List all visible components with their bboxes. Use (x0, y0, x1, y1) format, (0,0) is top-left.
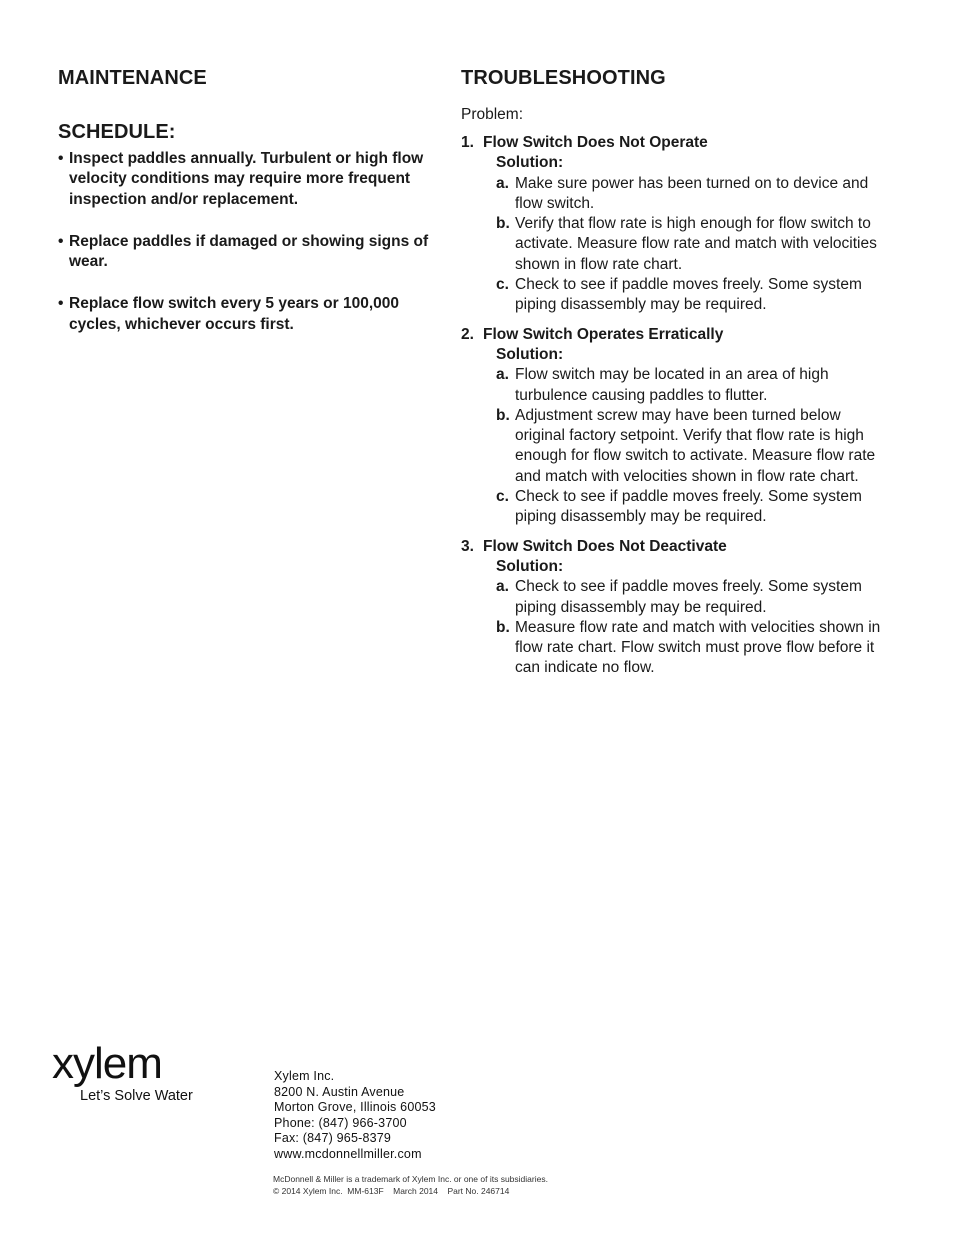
troubleshooting-section (461, 66, 901, 679)
solution-text: Check to see if paddle moves freely. Some system piping disassembly may be required. (515, 276, 862, 314)
street-address: 8200 N. Austin Avenue (274, 1084, 405, 1099)
maintenance-title: MAINTENANCE (58, 67, 207, 89)
problem-title-text: Flow Switch Operates Erratically (483, 325, 724, 343)
problem-title-text: Flow Switch Does Not Deactivate (483, 537, 727, 555)
solution-text: Flow switch may be located in an area of high turbulence causing paddles to flutter. (515, 366, 829, 404)
bullet-marker: • (58, 232, 64, 250)
city-state-zip: Morton Grove, Illinois 60053 (274, 1100, 436, 1115)
problem-item (461, 133, 901, 316)
website-link[interactable]: www.mcdonnellmiller.com (274, 1146, 422, 1161)
problem-item (461, 537, 901, 679)
schedule-item-text: Inspect paddles annually. Turbulent or high flow velocity conditions may require more frequent inspection and/or replacement. (69, 150, 424, 208)
logo-tagline: Let’s Solve Water (80, 1088, 193, 1104)
bullet-marker: • (58, 150, 64, 167)
solution-label: Solution: (496, 154, 564, 172)
solution-letter: b. (496, 406, 510, 424)
solution-letter: c. (496, 488, 509, 506)
problem-title (461, 325, 901, 345)
problem-title (461, 537, 901, 557)
schedule-item-text: Replace paddles if damaged or showing signs of wear. (69, 232, 429, 271)
xylem-logo (52, 1040, 252, 1110)
phone-number: Phone: (847) 966-3700 (274, 1115, 407, 1130)
solution-letter: c. (496, 276, 509, 294)
fine-print (273, 1173, 548, 1197)
problem-label: Problem: (461, 106, 524, 123)
problem-title (461, 133, 901, 153)
solution-letter: b. (496, 215, 510, 233)
bullet-marker: • (58, 295, 64, 313)
schedule-title: SCHEDULE: (58, 121, 176, 143)
schedule-item (58, 294, 443, 335)
problem-number: 3. (461, 537, 474, 555)
trademark-notice: McDonnell & Miller is a trademark of Xylem Inc. or one of its subsidiaries. (273, 1174, 548, 1184)
logo-wordmark: xylem (52, 1039, 162, 1088)
solution-item (461, 365, 901, 406)
problem-number: 1. (461, 134, 474, 151)
company-name: Xylem Inc. (274, 1069, 335, 1083)
solution-text: Measure flow rate and match with velocities shown in flow rate chart. Flow switch must prove flow before it can indicate no flow. (515, 618, 881, 677)
solution-text: Adjustment screw may have been turned below original factory setpoint. Verify that flow rate is high enough for flow switch to activate. Measure flow rate and match with velocities shown in flow rate chart. (515, 406, 876, 485)
solution-item (461, 577, 901, 618)
solution-text: Make sure power has been turned on to device and flow switch. (515, 174, 869, 212)
schedule-item (58, 149, 443, 210)
maintenance-section (58, 66, 443, 357)
problem-number: 2. (461, 325, 474, 343)
solution-text: Check to see if paddle moves freely. Some system piping disassembly may be required. (515, 488, 862, 526)
company-address (274, 1069, 436, 1163)
solution-item (461, 275, 901, 316)
problem-item (461, 325, 901, 528)
solution-item (461, 406, 901, 487)
solution-letter: b. (496, 618, 510, 636)
solution-letter: a. (496, 174, 509, 192)
solution-label: Solution: (496, 345, 564, 363)
solution-item (461, 618, 901, 679)
solution-item (461, 214, 901, 275)
solution-label: Solution: (496, 557, 564, 575)
solution-letter: a. (496, 366, 509, 384)
solution-item (461, 174, 901, 215)
schedule-list (58, 149, 443, 335)
copyright-notice: © 2014 Xylem Inc. MM-613F March 2014 Part No. 246714 (273, 1186, 510, 1196)
schedule-item-text: Replace flow switch every 5 years or 100,000 cycles, whichever occurs first. (69, 295, 399, 333)
solution-letter: a. (496, 578, 509, 596)
solution-item (461, 487, 901, 528)
problem-title-text: Flow Switch Does Not Operate (483, 134, 708, 151)
fax-number: Fax: (847) 965-8379 (274, 1131, 392, 1146)
solution-text: Check to see if paddle moves freely. Some system piping disassembly may be required. (515, 578, 862, 616)
troubleshooting-title: TROUBLESHOOTING (461, 67, 666, 89)
solution-text: Verify that flow rate is high enough for flow switch to activate. Measure flow rate and match with velocities shown in flow rate chart. (515, 215, 877, 273)
schedule-item (58, 232, 443, 273)
